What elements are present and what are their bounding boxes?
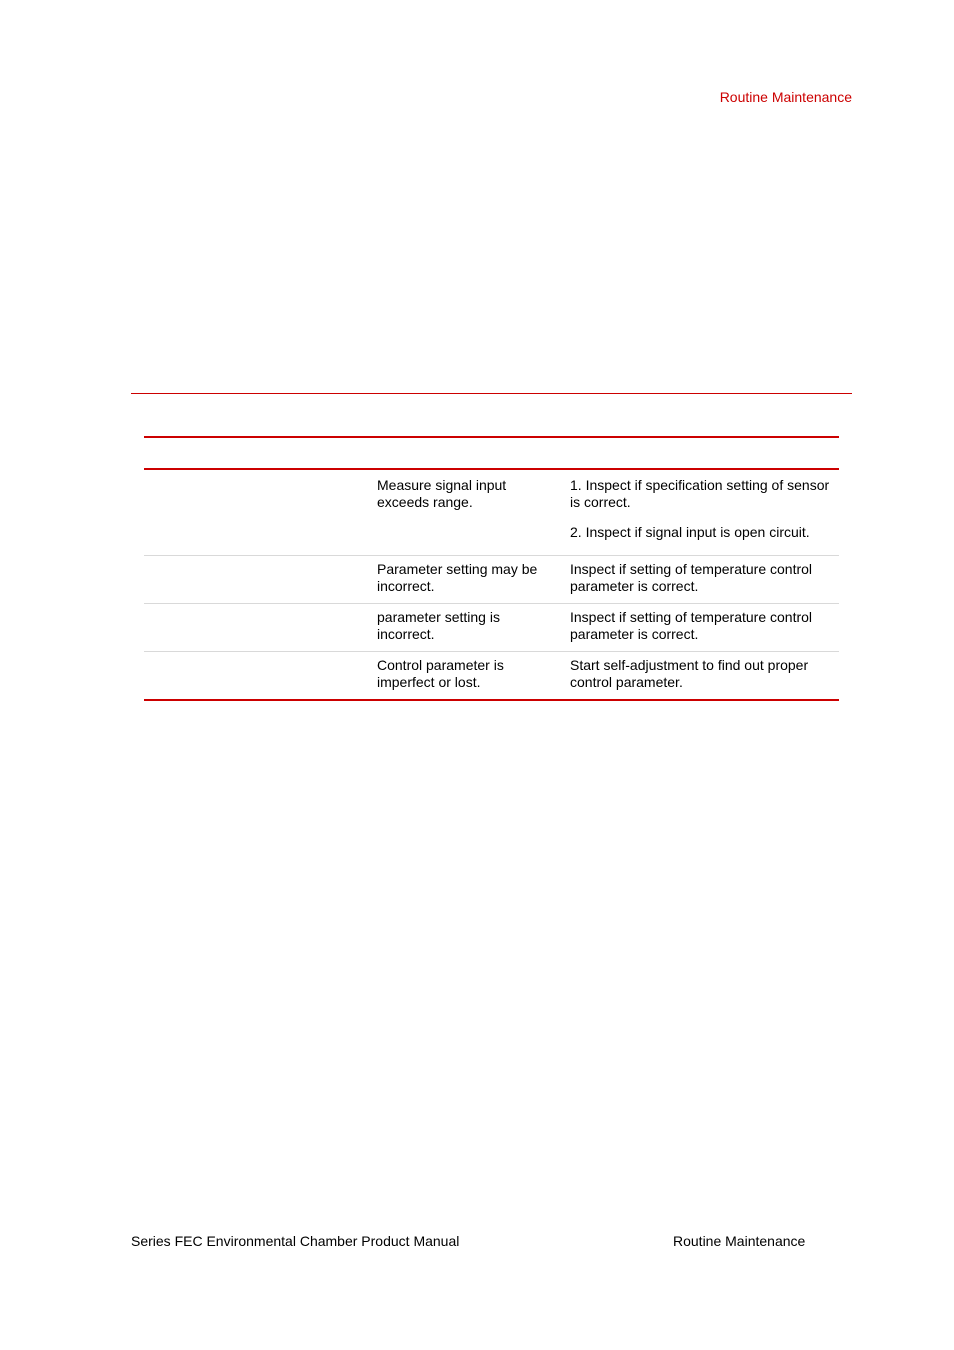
table-cell-cause <box>377 609 570 643</box>
cause-text: parameter setting is incorrect. <box>377 609 500 642</box>
table-cell-cause <box>377 657 570 691</box>
troubleshooting-table <box>144 436 839 701</box>
header-section-label: Routine Maintenance <box>719 89 852 105</box>
table-row <box>144 556 839 604</box>
cause-text: Parameter setting may be incorrect. <box>377 561 538 594</box>
table-cell-solution <box>570 561 839 595</box>
table-cell-code <box>144 477 377 541</box>
table-header-row <box>144 438 839 470</box>
table-cell-code <box>144 657 377 691</box>
solution-text: Inspect if setting of temperature control parameter is correct. <box>570 609 813 642</box>
solution-text: 1. Inspect if specification setting of sensor is correct. <box>570 477 830 510</box>
footer-manual-title: Series FEC Environmental Chamber Product Manual <box>131 1233 460 1249</box>
table-row <box>144 652 839 701</box>
cause-text: Measure signal input exceeds range. <box>377 477 507 510</box>
table-cell-code <box>144 609 377 643</box>
table-row <box>144 604 839 652</box>
solution-text: 2. Inspect if signal input is open circuit. <box>570 524 810 540</box>
table-cell-solution <box>570 477 839 541</box>
table-cell-code <box>144 561 377 595</box>
table-row <box>144 470 839 556</box>
table-cell-solution <box>570 657 839 691</box>
solution-text: Start self-adjustment to find out proper control parameter. <box>570 657 809 690</box>
table-cell-cause <box>377 561 570 595</box>
table-cell-cause <box>377 477 570 541</box>
cause-text: Control parameter is imperfect or lost. <box>377 657 504 690</box>
table-cell-solution <box>570 609 839 643</box>
footer-section-label: Routine Maintenance <box>673 1233 806 1249</box>
solution-text: Inspect if setting of temperature control parameter is correct. <box>570 561 813 594</box>
section-divider <box>131 393 852 394</box>
